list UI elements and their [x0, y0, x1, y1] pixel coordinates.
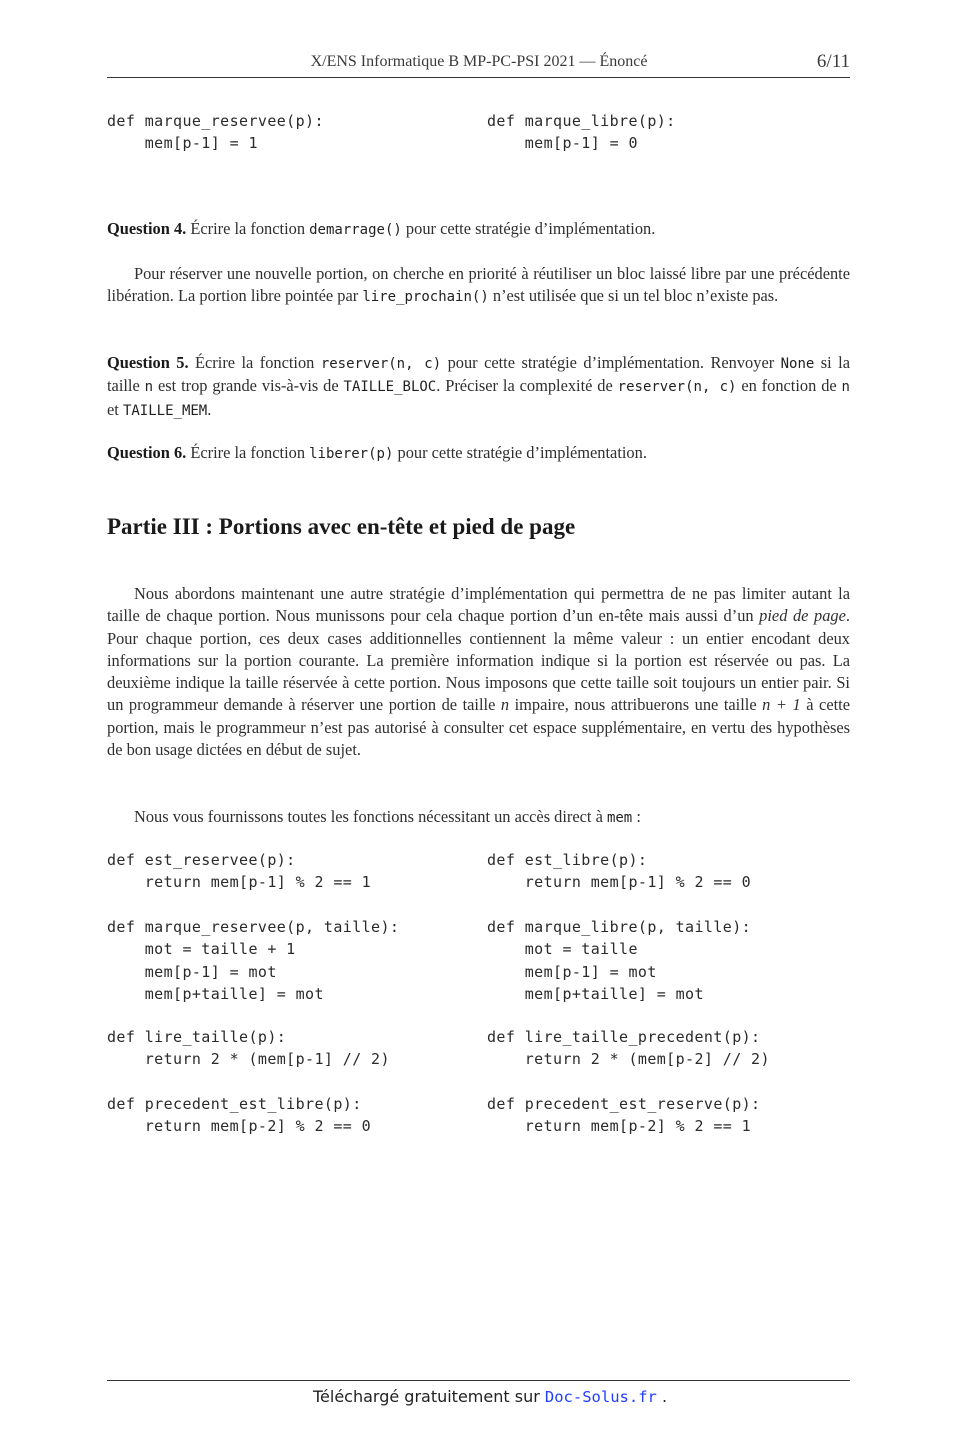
code-line: mem[p-1] = 1 [107, 134, 258, 153]
inline-code: TAILLE_BLOC [343, 379, 437, 396]
code-line: def lire_taille(p): [107, 1028, 287, 1046]
code-line: def est_libre(p): [487, 851, 648, 869]
paragraph-reserve [107, 263, 850, 309]
code-line: mem[p+taille] = mot [487, 984, 704, 1003]
code-line: def marque_reservee(p, taille): [107, 918, 400, 936]
doc-solus-link[interactable]: Doc-Solus.fr [544, 1388, 657, 1406]
code-lire-taille [107, 1026, 390, 1071]
text: et [107, 399, 123, 419]
code-precedent-est-reserve [487, 1093, 761, 1138]
text: Nous abordons maintenant une autre stratégie d’implémentation qui permettra de ne pas limiter autant la taille de chaque portion. Nous munissons pour cela chaque portion d’un en-tête mais aussi d’un [107, 584, 850, 626]
inline-code: liberer(p) [309, 446, 394, 462]
question-label: Question 4. [107, 219, 187, 238]
text: . Pour chaque portion, ces deux cases additionnelles contiennent la même valeur : un entier encodant deux informations sur la portion courante. La première information indique si la portion est réservée ou pas. La deuxième indique la taille réservée à cette portion. Nous imposons que cette taille soit toujours un entier pair. Si un programmeur demande à réserver une portion de taille [107, 606, 850, 715]
code-precedent-est-libre [107, 1093, 371, 1138]
footer-rule [107, 1380, 850, 1381]
code-line: return mem[p-2] % 2 == 0 [107, 1117, 372, 1136]
section-title: Partie III : Portions avec en-tête et pied de page [107, 514, 576, 539]
question-6 [107, 442, 850, 465]
inline-code: reserver(n, c) [320, 356, 442, 372]
code-line: def lire_taille_precedent(p): [487, 1028, 761, 1046]
emphasis: pied de page [759, 606, 846, 626]
footer [0, 1387, 980, 1406]
text: Écrire la fonction [186, 443, 310, 462]
text: : [632, 807, 641, 826]
math-n: n [500, 695, 510, 715]
inline-code: reserver(n, c) [617, 379, 737, 396]
paragraph-functions-provided [107, 806, 850, 829]
code-est-reservee [107, 849, 371, 894]
inline-code: demarrage() [309, 222, 402, 238]
question-label: Question 6. [107, 443, 187, 462]
question-4 [107, 218, 850, 241]
inline-code: None [780, 356, 815, 372]
text: est trop grande vis-à-vis de [153, 376, 344, 396]
code-line: mem[p-1] = mot [487, 962, 657, 981]
code-line: def precedent_est_reserve(p): [487, 1095, 761, 1113]
code-line: mem[p+taille] = mot [107, 984, 324, 1003]
code-marque-libre-taille [487, 916, 751, 1005]
paragraph-part3-intro [107, 583, 850, 761]
inline-code: n [841, 379, 850, 396]
code-line: def est_reservee(p): [107, 851, 296, 869]
code-line: def marque_libre(p): [487, 112, 676, 130]
footer-text: Téléchargé gratuitement sur [312, 1387, 545, 1406]
math-n-plus-1: n + 1 [762, 695, 801, 715]
text: Écrire la fonction [186, 219, 310, 238]
text: si la taille [107, 353, 850, 396]
code-line: mot = taille [487, 940, 638, 959]
code-line: mem[p-1] = 0 [487, 134, 638, 153]
text: n’est utilisée que si un tel bloc n’existe pas. [488, 286, 779, 306]
code-marque-libre [487, 110, 676, 155]
question-label: Question 5. [107, 353, 189, 372]
running-header: X/ENS Informatique B MP-PC-PSI 2021 — Énoncé [310, 53, 648, 70]
code-line: return mem[p-2] % 2 == 1 [487, 1117, 752, 1136]
code-marque-reservee [107, 110, 324, 155]
code-lire-taille-precedent [487, 1026, 770, 1071]
inline-code: TAILLE_MEM [122, 402, 208, 419]
text: . [207, 399, 212, 419]
footer-end: . [656, 1387, 668, 1406]
inline-code: n [144, 379, 154, 396]
code-line: def precedent_est_libre(p): [107, 1095, 362, 1113]
code-line: return 2 * (mem[p-2] // 2) [487, 1050, 770, 1069]
code-line: def marque_libre(p, taille): [487, 918, 752, 936]
text: Nous vous fournissons toutes les fonctions nécessitant un accès direct à [134, 807, 607, 826]
text: en fonction de [736, 376, 842, 396]
text: impaire, nous attribuerons une taille [509, 695, 763, 715]
header-rule [107, 77, 850, 78]
text: . Préciser la complexité de [436, 376, 618, 396]
text: pour cette stratégie d’implémentation. [393, 443, 647, 462]
inline-code: mem [606, 810, 633, 826]
text: pour cette stratégie d’implémentation. Renvoyer [441, 353, 781, 372]
code-line: return mem[p-1] % 2 == 1 [107, 873, 372, 892]
inline-code: lire_prochain() [362, 289, 489, 306]
code-line: mot = taille + 1 [107, 940, 296, 959]
code-line: return 2 * (mem[p-1] // 2) [107, 1050, 390, 1069]
text: pour cette stratégie d’implémentation. [401, 219, 656, 238]
code-line: def marque_reservee(p): [107, 112, 324, 130]
code-line: return mem[p-1] % 2 == 0 [487, 873, 752, 892]
text: Pour réserver une nouvelle portion, on cherche en priorité à réutiliser un bloc laissé libre par une précédente libération. La portion libre pointée par [107, 264, 850, 306]
page-number: 6/11 [816, 51, 850, 72]
text: Écrire la fonction [188, 353, 321, 372]
text: à cette portion, mais le programmeur n’est pas autorisé à consulter cet espace supplémentaire, en vertu des hypothèses de bon usage dictées en début de sujet. [107, 695, 850, 760]
code-line: mem[p-1] = mot [107, 962, 277, 981]
code-marque-reservee-taille [107, 916, 399, 1005]
question-5 [107, 352, 850, 422]
code-est-libre [487, 849, 751, 894]
